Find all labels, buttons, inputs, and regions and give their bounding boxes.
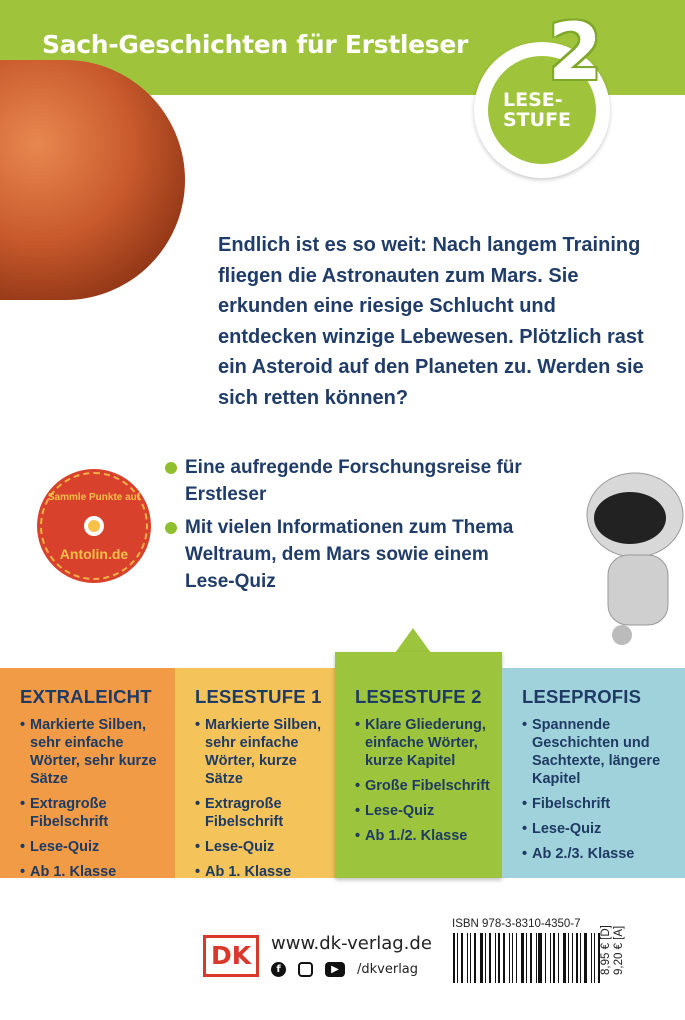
barcode-bar — [526, 933, 527, 983]
antolin-line2: Antolin.de — [59, 546, 129, 562]
level-item: • Große Fibelschrift — [355, 777, 502, 795]
antolin-sticker — [40, 472, 148, 580]
level-title: EXTRALEICHT — [20, 686, 152, 707]
level-item: • Klare Gliederung, einfache Wörter, kurze Kapitel — [355, 716, 502, 770]
series-title: Sach-Geschichten für Erstleser — [42, 30, 469, 59]
barcode-bar — [485, 933, 486, 983]
feature-list — [163, 454, 543, 601]
youtube-icon[interactable]: ▶ — [325, 962, 345, 977]
price-block — [600, 925, 660, 975]
barcode-bar — [594, 933, 595, 983]
barcode — [453, 933, 603, 983]
barcode-bar — [509, 933, 510, 983]
barcode-bar — [521, 933, 524, 983]
mars-planet-image — [0, 60, 185, 300]
barcode-bar — [538, 933, 541, 983]
barcode-bar — [545, 933, 546, 983]
level-extraleicht — [0, 668, 175, 878]
publisher-url[interactable]: www.dk-verlag.de — [271, 933, 432, 954]
level-title: LESESTUFE 2 — [355, 686, 482, 707]
robot-illustration — [580, 470, 685, 660]
level-item: • Fibelschrift — [522, 795, 685, 813]
barcode-bar — [563, 933, 566, 983]
level-item: • Lese-Quiz — [522, 820, 685, 838]
social-links — [271, 962, 418, 977]
level-item: • Markierte Silben, sehr einfache Wörter, kurze Sätze — [195, 716, 335, 788]
barcode-bar — [489, 933, 491, 983]
facebook-icon[interactable]: f — [271, 962, 286, 977]
barcode-bar — [553, 933, 555, 983]
barcode-bar — [503, 933, 505, 983]
price-austria: 9,20 € [A] — [613, 925, 625, 975]
level-item: • Lese-Quiz — [195, 838, 335, 856]
level-item: • Spannende Geschichten und Sachtexte, längere Kapitel — [522, 716, 685, 788]
barcode-bar — [512, 933, 513, 983]
level-title: LESESTUFE 1 — [195, 686, 322, 707]
badge-line2: STUFE — [503, 109, 572, 131]
badge-line1: LESE- — [503, 89, 563, 111]
barcode-bar — [558, 933, 559, 983]
social-handle: /dkverlag — [357, 962, 419, 977]
barcode-bar — [495, 933, 496, 983]
antolin-line1: Sammle Punkte auf — [47, 492, 141, 503]
barcode-bar — [580, 933, 581, 983]
barcode-bar — [550, 933, 552, 983]
feature-item: Eine aufregende Forschungsreise für Erstleser — [163, 454, 543, 508]
level-pointer — [395, 628, 431, 653]
barcode-bar — [576, 933, 578, 983]
level-item: • Markierte Silben, sehr einfache Wörter, sehr kurze Sätze — [20, 716, 175, 788]
level-lesestufe-2 — [335, 652, 502, 878]
level-item: • Lese-Quiz — [20, 838, 175, 856]
level-item: • Lese-Quiz — [355, 802, 502, 820]
level-item: • Ab 1. Klasse — [20, 863, 175, 881]
barcode-bar — [516, 933, 518, 983]
barcode-bar — [536, 933, 537, 983]
barcode-bar — [572, 933, 573, 983]
level-title: LESEPROFIS — [522, 686, 642, 707]
price-germany: 8,95 € [D] — [600, 925, 612, 975]
barcode-bar — [480, 933, 483, 983]
barcode-bar — [474, 933, 476, 983]
level-leseprofis — [502, 668, 685, 878]
barcode-bar — [584, 933, 587, 983]
isbn: ISBN 978-3-8310-4350-7 — [452, 918, 581, 930]
level-item: • Ab 1. Klasse — [195, 863, 335, 881]
badge-number: 2 — [548, 8, 603, 98]
feature-item: Mit vielen Informationen zum Thema Weltraum, dem Mars sowie einem Lese-Quiz — [163, 514, 543, 595]
instagram-icon[interactable] — [298, 962, 313, 977]
antolin-dot-icon — [84, 516, 104, 536]
blurb-text: Endlich ist es so weit: Nach langem Training fliegen die Astronauten zum Mars. Sie erkunden eine riesige Schlucht und entdecken winzige Lebewesen. Plötzlich rast ein Asteroid auf den Planeten zu. Werden sie sich retten können? — [218, 234, 644, 409]
barcode-bar — [457, 933, 458, 983]
barcode-bar — [568, 933, 569, 983]
level-item: • Extragroße Fibelschrift — [20, 795, 175, 831]
level-item: • Ab 2./3. Klasse — [522, 845, 685, 863]
barcode-bar — [591, 933, 593, 983]
barcode-bar — [530, 933, 532, 983]
barcode-bar — [470, 933, 471, 983]
dk-logo: DK — [203, 935, 259, 977]
barcode-bar — [461, 933, 464, 983]
level-lesestufe-1 — [175, 668, 335, 878]
barcode-bar — [467, 933, 468, 983]
barcode-bar — [453, 933, 455, 983]
level-item: • Extragroße Fibelschrift — [195, 795, 335, 831]
level-item: • Ab 1./2. Klasse — [355, 827, 502, 845]
barcode-bar — [498, 933, 501, 983]
